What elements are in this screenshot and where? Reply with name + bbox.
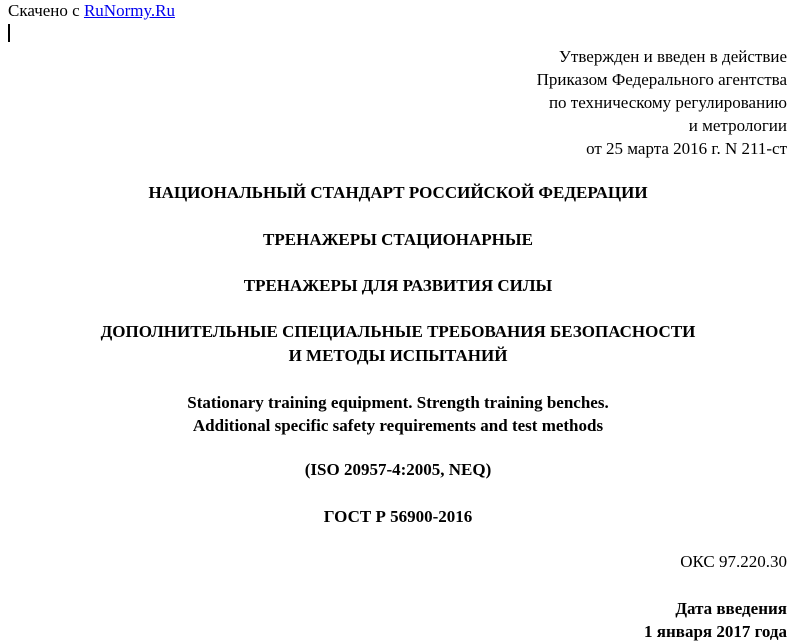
runormy-link[interactable]: RuNormy.Ru xyxy=(83,1,175,20)
title-safety-requirements xyxy=(0,320,790,368)
gost-number: ГОСТ Р 56900-2016 xyxy=(323,507,473,526)
approval-line: по техническому регулированию xyxy=(548,93,787,112)
approval-block xyxy=(537,45,787,160)
introduction-date: 1 января 2017 года xyxy=(644,622,787,641)
introduction-date-block xyxy=(644,597,787,641)
english-title-line1: Stationary training equipment. Strength training benches. xyxy=(187,393,609,412)
approval-line: Утвержден и введен в действие xyxy=(558,47,787,66)
english-title-line2: Additional specific safety requirements and test methods xyxy=(192,416,604,435)
title-strength-equipment: ТРЕНАЖЕРЫ ДЛЯ РАЗВИТИЯ СИЛЫ xyxy=(243,276,553,295)
iso-reference: (ISO 20957-4:2005, NEQ) xyxy=(304,460,492,479)
download-source-line xyxy=(8,0,175,22)
approval-line: и метрологии xyxy=(688,116,787,135)
text-cursor xyxy=(8,24,10,42)
oks-code: ОКС 97.220.30 xyxy=(680,552,787,571)
english-title xyxy=(0,391,790,437)
approval-line: от 25 марта 2016 г. N 211-ст xyxy=(586,139,787,158)
national-standard-heading: НАЦИОНАЛЬНЫЙ СТАНДАРТ РОССИЙСКОЙ ФЕДЕРАЦИИ xyxy=(148,183,648,202)
title-safety-line2: И МЕТОДЫ ИСПЫТАНИЙ xyxy=(288,346,508,365)
title-safety-line1: ДОПОЛНИТЕЛЬНЫЕ СПЕЦИАЛЬНЫЕ ТРЕБОВАНИЯ БЕЗОПАСНОСТИ xyxy=(100,322,696,341)
approval-line: Приказом Федерального агентства xyxy=(536,70,787,89)
title-stationary-equipment: ТРЕНАЖЕРЫ СТАЦИОНАРНЫЕ xyxy=(263,230,533,249)
introduction-label: Дата введения xyxy=(675,599,787,618)
download-prefix: Скачено с xyxy=(8,1,84,20)
